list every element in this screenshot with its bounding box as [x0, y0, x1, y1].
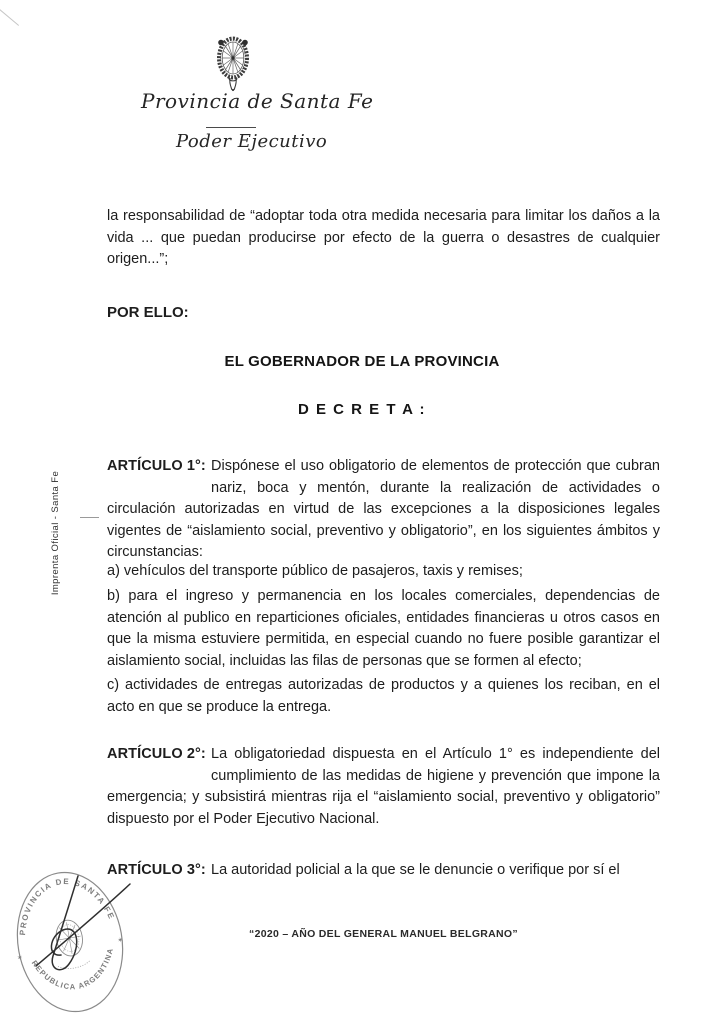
- seal-star-left: ✶: [16, 954, 24, 963]
- provincial-seal-stamp: [4, 856, 136, 1024]
- list-item-c-text: c) actividades de entregas autorizadas de productos y a quienes los reciban, en el acto en que se produce la entrega.: [107, 677, 660, 715]
- list-item-c: [107, 675, 660, 718]
- imprint-vertical-label: Imprenta Oficial - Santa Fe: [50, 470, 61, 596]
- article-2-label: ARTÍCULO 2°:: [107, 746, 206, 762]
- article-1-text: Dispónese el uso obligatorio de elementos de protección que cubran nariz, boca y mentón, durante la realización de actividades o circulación autorizadas en virtud de las excepciones a la disposiciones legales vigentes de “aislamiento social, preventivo y obligatorio”, en los siguientes ámbitos y circunstancias:: [107, 458, 660, 560]
- seal-ring-top-text: PROVINCIA DE SANTA FE: [18, 877, 117, 936]
- por-ello-heading: POR ELLO:: [107, 304, 189, 321]
- province-script-title: Provincia de Santa Fe: [141, 89, 374, 113]
- executive-branch-subtitle: Poder Ejecutivo: [176, 131, 328, 152]
- seal-star-right: ✶: [116, 936, 124, 945]
- seal-ring-bottom-text: REPUBLICA ARGENTINA: [29, 946, 116, 992]
- decreta-heading: D E C R E T A :: [297, 401, 427, 418]
- list-item-a-text: a) vehículos del transporte público de pasajeros, taxis y remises;: [107, 563, 523, 579]
- santa-fe-coat-of-arms-icon: [214, 34, 252, 92]
- intro-paragraph: [107, 206, 660, 271]
- intro-paragraph-text: la responsabilidad de “adoptar toda otra medida necesaria para limitar los daños a la vida ... que puedan producirse por efecto de la guerra o desastres de cualquier origen...”;: [107, 208, 660, 267]
- svg-text:PROVINCIA DE SANTA FE: [10, 869, 117, 937]
- article-3-text: La autoridad policial a la que se le denuncie o verifique por sí el: [211, 862, 620, 878]
- article-1-label: ARTÍCULO 1°:: [107, 458, 206, 474]
- footer-motto: “2020 – AÑO DEL GENERAL MANUEL BELGRANO”: [249, 928, 518, 940]
- article-2: [107, 744, 660, 830]
- article-2-text: La obligatoriedad dispuesta en el Artículo 1° es independiente del cumplimiento de las medidas de higiene y prevención que impone la emergencia; y subsistirá mientras rija el “aislamiento social, preventivo y obligatorio” dispuesto por el Poder Ejecutivo Nacional.: [107, 746, 660, 827]
- article-3: [107, 860, 660, 882]
- margin-dash: [80, 517, 99, 518]
- scan-artifact-mark: [0, 7, 19, 26]
- list-item-b: [107, 586, 660, 672]
- article-3-label: ARTÍCULO 3°:: [107, 862, 206, 878]
- header-divider: [206, 127, 256, 128]
- list-item-b-text: b) para el ingreso y permanencia en los locales comerciales, dependencias de atención al publico en reparticiones oficiales, entidades financieras u otros casos en que la misma estuviere permitida, en especial cuando no fuere posible garantizar el aislamiento social, incluidas las filas de personas que se formen al efecto;: [107, 588, 660, 669]
- list-item-a: [107, 561, 660, 583]
- article-1: [107, 456, 660, 564]
- governor-heading: EL GOBERNADOR DE LA PROVINCIA: [224, 353, 500, 370]
